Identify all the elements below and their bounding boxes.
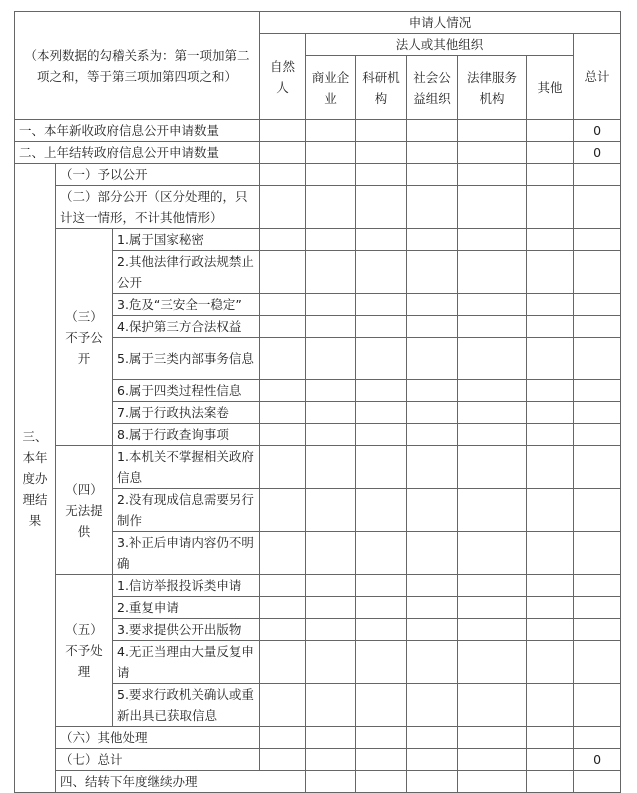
empty-data-cell	[356, 619, 407, 641]
empty-data-cell	[407, 316, 458, 338]
empty-data-cell	[407, 186, 458, 229]
empty-data-cell	[527, 251, 574, 294]
empty-data-cell	[458, 749, 527, 771]
empty-data-cell	[574, 575, 621, 597]
empty-data-cell	[458, 164, 527, 186]
empty-data-cell	[260, 229, 306, 251]
empty-data-cell	[458, 316, 527, 338]
empty-data-cell	[356, 641, 407, 684]
row-section-total-value: 0	[574, 749, 621, 771]
empty-data-cell	[574, 164, 621, 186]
empty-data-cell	[527, 575, 574, 597]
empty-data-cell	[527, 424, 574, 446]
empty-data-cell	[407, 749, 458, 771]
empty-data-cell	[407, 164, 458, 186]
empty-data-cell	[356, 120, 407, 142]
empty-data-cell	[407, 532, 458, 575]
row-partial-disclosed-label: （二）部分公开（区分处理的，只计这一情形，不计其他情形）	[56, 186, 260, 229]
empty-data-cell	[407, 684, 458, 727]
empty-data-cell	[356, 229, 407, 251]
empty-data-cell	[306, 229, 356, 251]
empty-data-cell	[574, 619, 621, 641]
not-disclosed-item: 7.属于行政执法案卷	[113, 402, 260, 424]
empty-data-cell	[356, 532, 407, 575]
empty-data-cell	[260, 338, 306, 380]
empty-data-cell	[458, 380, 527, 402]
row-disclosed-label: （一）予以公开	[56, 164, 260, 186]
empty-data-cell	[458, 532, 527, 575]
legal-org-header: 法人或其他组织	[306, 34, 574, 56]
empty-data-cell	[306, 338, 356, 380]
empty-data-cell	[407, 489, 458, 532]
empty-data-cell	[260, 532, 306, 575]
empty-data-cell	[407, 338, 458, 380]
empty-data-cell	[407, 120, 458, 142]
empty-data-cell	[306, 142, 356, 164]
row-other-processing-label: （六）其他处理	[56, 727, 260, 749]
row-section-total-label: （七）总计	[56, 749, 260, 771]
empty-data-cell	[306, 424, 356, 446]
note-cell	[15, 12, 260, 120]
empty-data-cell	[260, 597, 306, 619]
empty-data-cell	[527, 380, 574, 402]
empty-data-cell	[356, 316, 407, 338]
empty-data-cell	[407, 380, 458, 402]
row-carried-over-total: 0	[574, 142, 621, 164]
empty-data-cell	[306, 446, 356, 489]
empty-data-cell	[260, 446, 306, 489]
other-header: 其他	[527, 56, 574, 120]
empty-data-cell	[306, 749, 356, 771]
not-disclosed-item: 1.属于国家秘密	[113, 229, 260, 251]
empty-data-cell	[527, 771, 574, 793]
legal-service-header: 法律服务机构	[458, 56, 527, 120]
empty-data-cell	[574, 380, 621, 402]
empty-data-cell	[260, 186, 306, 229]
empty-data-cell	[260, 251, 306, 294]
empty-data-cell	[527, 749, 574, 771]
social-header: 社会公益组织	[407, 56, 458, 120]
empty-data-cell	[306, 251, 356, 294]
empty-data-cell	[458, 727, 527, 749]
empty-data-cell	[260, 402, 306, 424]
checksum-note: （本列数据的勾稽关系为：第一项加第二项之和，等于第三项加第四项之和）	[24, 47, 250, 84]
empty-data-cell	[458, 619, 527, 641]
empty-data-cell	[356, 402, 407, 424]
empty-data-cell	[356, 251, 407, 294]
empty-data-cell	[407, 641, 458, 684]
empty-data-cell	[574, 446, 621, 489]
empty-data-cell	[260, 684, 306, 727]
empty-data-cell	[306, 164, 356, 186]
empty-data-cell	[527, 142, 574, 164]
empty-data-cell	[527, 294, 574, 316]
empty-data-cell	[527, 316, 574, 338]
empty-data-cell	[458, 229, 527, 251]
not-processed-item: 4.无正当理由大量反复申请	[113, 641, 260, 684]
empty-data-cell	[356, 446, 407, 489]
empty-data-cell	[407, 619, 458, 641]
government-info-disclosure-table	[14, 11, 621, 793]
empty-data-cell	[574, 402, 621, 424]
empty-data-cell	[527, 489, 574, 532]
empty-data-cell	[260, 727, 306, 749]
empty-data-cell	[574, 229, 621, 251]
empty-data-cell	[356, 380, 407, 402]
empty-data-cell	[527, 641, 574, 684]
empty-data-cell	[306, 727, 356, 749]
empty-data-cell	[306, 380, 356, 402]
not-processed-item: 2.重复申请	[113, 597, 260, 619]
empty-data-cell	[356, 597, 407, 619]
empty-data-cell	[407, 251, 458, 294]
empty-data-cell	[260, 424, 306, 446]
unable-provide-group-label: （四）无法提供	[56, 446, 113, 575]
empty-data-cell	[407, 771, 458, 793]
not-disclosed-item: 5.属于三类内部事务信息	[113, 338, 260, 380]
empty-data-cell	[574, 489, 621, 532]
empty-data-cell	[407, 424, 458, 446]
empty-data-cell	[458, 338, 527, 380]
not-disclosed-group-label: （三）不予公开	[56, 229, 113, 446]
row-carry-forward-label: 四、结转下年度继续办理	[56, 771, 306, 793]
empty-data-cell	[407, 294, 458, 316]
empty-data-cell	[574, 684, 621, 727]
not-processed-item: 1.信访举报投诉类申请	[113, 575, 260, 597]
not-disclosed-item: 3.危及“三安全一稳定”	[113, 294, 260, 316]
not-disclosed-item: 4.保护第三方合法权益	[113, 316, 260, 338]
row-carried-over-label: 二、上年结转政府信息公开申请数量	[15, 142, 260, 164]
empty-data-cell	[407, 597, 458, 619]
empty-data-cell	[458, 771, 527, 793]
empty-data-cell	[260, 619, 306, 641]
empty-data-cell	[306, 489, 356, 532]
empty-data-cell	[458, 597, 527, 619]
not-disclosed-item: 6.属于四类过程性信息	[113, 380, 260, 402]
empty-data-cell	[306, 186, 356, 229]
empty-data-cell	[407, 229, 458, 251]
empty-data-cell	[260, 120, 306, 142]
empty-data-cell	[527, 597, 574, 619]
empty-data-cell	[306, 294, 356, 316]
empty-data-cell	[356, 489, 407, 532]
empty-data-cell	[260, 294, 306, 316]
empty-data-cell	[574, 597, 621, 619]
empty-data-cell	[458, 575, 527, 597]
empty-data-cell	[356, 186, 407, 229]
empty-data-cell	[260, 142, 306, 164]
empty-data-cell	[260, 380, 306, 402]
empty-data-cell	[306, 771, 356, 793]
empty-data-cell	[458, 120, 527, 142]
empty-data-cell	[356, 424, 407, 446]
empty-data-cell	[407, 727, 458, 749]
empty-data-cell	[458, 294, 527, 316]
empty-data-cell	[527, 619, 574, 641]
empty-data-cell	[527, 186, 574, 229]
empty-data-cell	[458, 424, 527, 446]
empty-data-cell	[574, 641, 621, 684]
empty-data-cell	[458, 446, 527, 489]
empty-data-cell	[306, 575, 356, 597]
empty-data-cell	[574, 251, 621, 294]
empty-data-cell	[527, 402, 574, 424]
empty-data-cell	[407, 402, 458, 424]
empty-data-cell	[356, 749, 407, 771]
unable-provide-item: 3.补正后申请内容仍不明确	[113, 532, 260, 575]
empty-data-cell	[407, 575, 458, 597]
unable-provide-item: 1.本机关不掌握相关政府信息	[113, 446, 260, 489]
applicant-situation-header: 申请人情况	[260, 12, 621, 34]
empty-data-cell	[527, 164, 574, 186]
not-disclosed-item: 2.其他法律行政法规禁止公开	[113, 251, 260, 294]
empty-data-cell	[458, 489, 527, 532]
empty-data-cell	[407, 142, 458, 164]
empty-data-cell	[260, 164, 306, 186]
not-processed-group-label: （五）不予处理	[56, 575, 113, 727]
empty-data-cell	[527, 684, 574, 727]
empty-data-cell	[458, 251, 527, 294]
row-new-requests-total: 0	[574, 120, 621, 142]
empty-data-cell	[458, 402, 527, 424]
empty-data-cell	[527, 338, 574, 380]
empty-data-cell	[356, 294, 407, 316]
not-processed-item: 5.要求行政机关确认或重新出具已获取信息	[113, 684, 260, 727]
empty-data-cell	[407, 446, 458, 489]
empty-data-cell	[527, 446, 574, 489]
empty-data-cell	[306, 619, 356, 641]
empty-data-cell	[574, 186, 621, 229]
empty-data-cell	[260, 575, 306, 597]
empty-data-cell	[527, 229, 574, 251]
empty-data-cell	[306, 316, 356, 338]
empty-data-cell	[260, 641, 306, 684]
total-header: 总计	[574, 34, 621, 120]
commercial-header: 商业企业	[306, 56, 356, 120]
empty-data-cell	[306, 532, 356, 575]
research-header: 科研机构	[356, 56, 407, 120]
empty-data-cell	[458, 641, 527, 684]
not-processed-item: 3.要求提供公开出版物	[113, 619, 260, 641]
empty-data-cell	[306, 402, 356, 424]
empty-data-cell	[574, 424, 621, 446]
empty-data-cell	[574, 338, 621, 380]
empty-data-cell	[458, 186, 527, 229]
empty-data-cell	[458, 684, 527, 727]
empty-data-cell	[306, 684, 356, 727]
empty-data-cell	[306, 120, 356, 142]
unable-provide-item: 2.没有现成信息需要另行制作	[113, 489, 260, 532]
not-disclosed-item: 8.属于行政查询事项	[113, 424, 260, 446]
empty-data-cell	[356, 684, 407, 727]
empty-data-cell	[306, 597, 356, 619]
empty-data-cell	[458, 142, 527, 164]
empty-data-cell	[356, 575, 407, 597]
empty-data-cell	[574, 316, 621, 338]
natural-person-header: 自然人	[260, 34, 306, 120]
empty-data-cell	[527, 120, 574, 142]
empty-data-cell	[260, 749, 306, 771]
empty-data-cell	[356, 338, 407, 380]
section-3-label: 三、本年度办理结果	[15, 164, 56, 793]
empty-data-cell	[356, 142, 407, 164]
empty-data-cell	[356, 727, 407, 749]
row-new-requests-label: 一、本年新收政府信息公开申请数量	[15, 120, 260, 142]
empty-data-cell	[574, 771, 621, 793]
empty-data-cell	[527, 727, 574, 749]
empty-data-cell	[527, 532, 574, 575]
empty-data-cell	[356, 164, 407, 186]
empty-data-cell	[260, 489, 306, 532]
empty-data-cell	[574, 294, 621, 316]
empty-data-cell	[260, 316, 306, 338]
empty-data-cell	[356, 771, 407, 793]
empty-data-cell	[574, 727, 621, 749]
empty-data-cell	[574, 532, 621, 575]
empty-data-cell	[306, 641, 356, 684]
